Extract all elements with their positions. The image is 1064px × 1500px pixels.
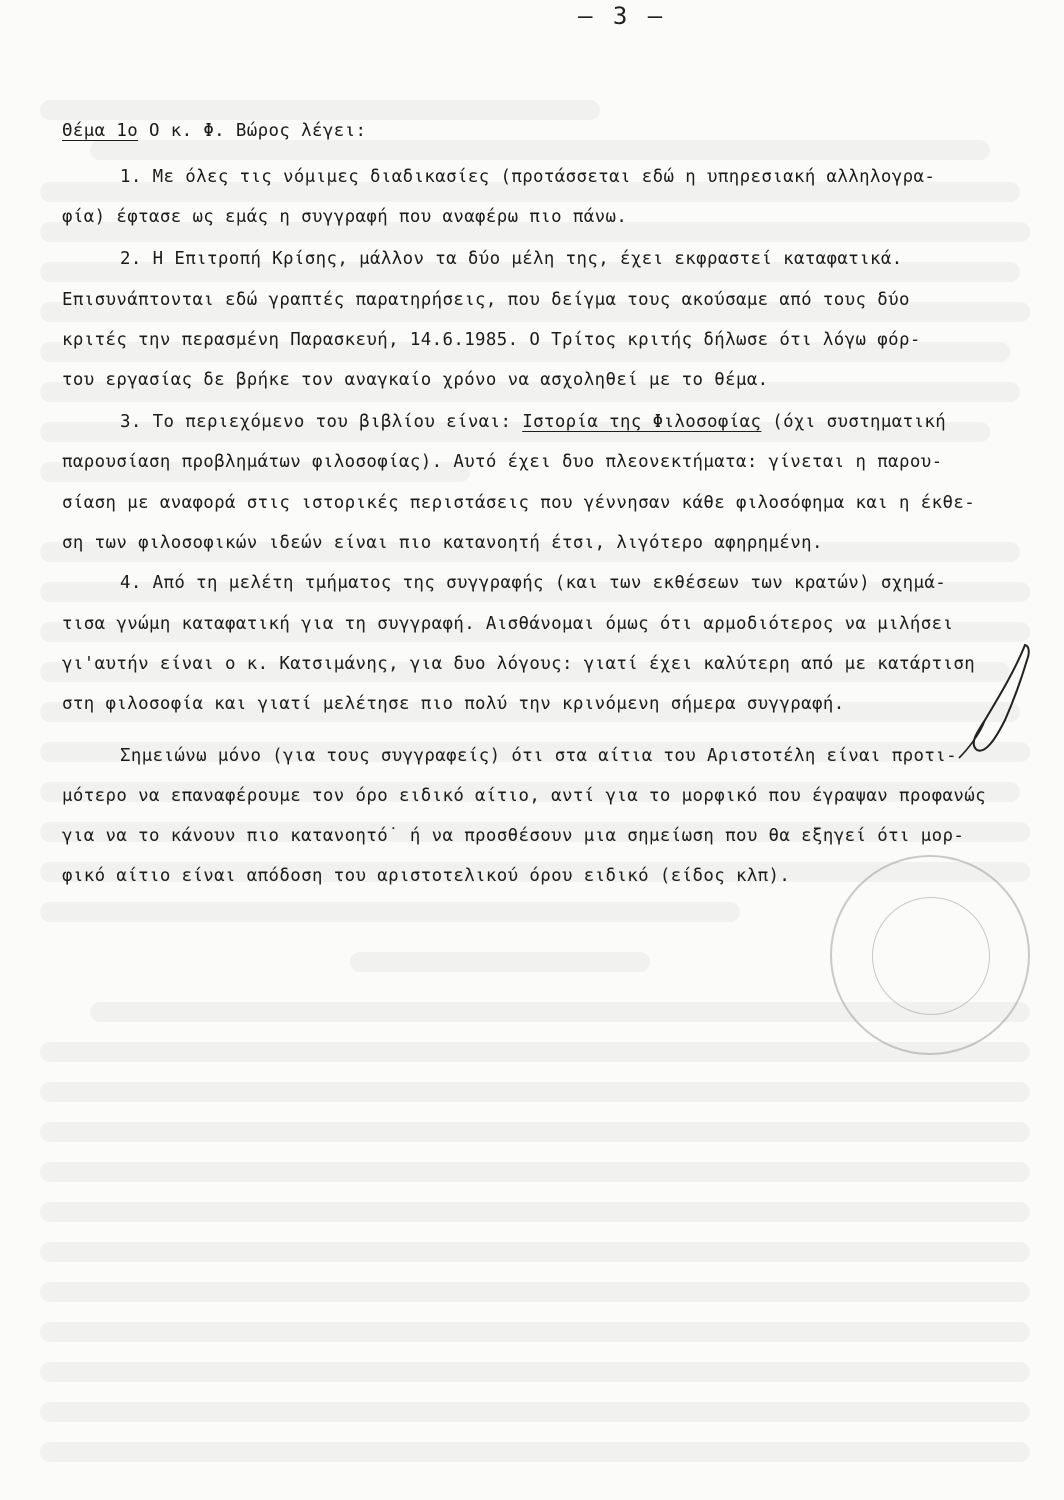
official-stamp [830,855,1030,1055]
page-number: – 3 – [578,2,666,30]
text-segment: φικό αίτιο είναι απόδοση του αριστοτελικού όρου ειδικό (είδος κλπ). [62,866,791,886]
text-segment: του εργασίας δε βρήκε τον αναγκαίο χρόνο να ασχοληθεί με το θέμα. [62,370,769,390]
text-line-16 [120,742,1064,770]
text-segment: φία) έφτασε ως εμάς η συγγραφή που αναφέρω πιο πάνω. [62,207,628,227]
signature-mark [955,640,1045,760]
text-line-8 [120,408,1064,436]
text-segment: στη φιλοσοφία και γιατί μελέτησε πιο πολύ την κρινόμενη σήμερα συγγραφή. [62,694,845,714]
text-line-9 [62,448,1052,476]
text-line-11 [62,529,1052,557]
stamp-inner-ring [872,897,990,1015]
text-segment: 1. Με όλες τις νόμιμες διαδικασίες (προτάσσεται εδώ η υπηρεσιακή αλληλογρα- [120,167,936,187]
text-line-10 [62,489,1052,517]
text-segment: (όχι συστηματική [761,412,947,432]
text-segment: τισα γνώμη καταφατική για τη συγγραφή. Αισθάνομαι όμως ότι αρμοδιότερος να μιλήσει [62,614,954,634]
text-segment: 4. Από τη μελέτη τμήματος της συγγραφής (και των εκθέσεων των κρατών) σχημά- [120,573,947,593]
text-segment: σίαση με αναφορά στις ιστορικές περιστάσεις που γέννησαν κάθε φιλοσόφημα και η έκθε- [62,493,976,513]
text-segment: 2. Η Επιτροπή Κρίσης, μάλλον τα δύο μέλη της, έχει εκφραστεί καταφατικά. [120,249,903,269]
text-line-7 [62,366,1052,394]
text-segment: γι'αυτήν είναι ο κ. Κατσιμάνης, για δυο λόγους: γιατί έχει καλύτερη από με κατάρτιση [62,654,976,674]
text-segment: Επισυνάπτονται εδώ γραπτές παρατηρήσεις, που δείγμα τους ακούσαμε από τους δύο [62,290,910,310]
text-line-14 [62,650,1052,678]
text-segment: 3. Το περιεχόμενο του βιβλίου είναι: [120,412,523,432]
text-line-18 [62,822,1052,850]
underlined-text: Θέμα 1ο [62,121,139,141]
text-line-5 [62,286,1052,314]
text-segment: μότερο να επαναφέρουμε τον όρο ειδικό αίτιο, αντί για το μορφικό που έγραψαν προφανώς [62,786,986,806]
text-line-12 [120,569,1064,597]
underlined-text: Ιστορία της Φιλοσοφίας [522,412,762,432]
text-segment: ση των φιλοσοφικών ιδεών είναι πιο κατανοητή έτσι, λιγότερο αφηρημένη. [62,533,823,553]
text-segment: παρουσίαση προβλημάτων φιλοσοφίας). Αυτό έχει δυο πλεονεκτήματα: γίνεται η παρου- [62,452,943,472]
text-line-17 [62,782,1052,810]
text-line-15 [62,690,1052,718]
text-segment: Ο κ. Φ. Βώρος λέγει: [138,121,367,141]
text-segment: για να το κάνουν πιο κατανοητό˙ ή να προσθέσουν μια σημείωση που θα εξηγεί ότι μορ- [62,826,965,846]
text-line-6 [62,326,1052,354]
text-segment: Σημειώνω μόνο (για τους συγγραφείς) ότι στα αίτια του Αριστοτέλη είναι προτι- [120,746,957,766]
text-line-3 [62,203,1052,231]
text-segment: κριτές την περασμένη Παρασκευή, 14.6.1985. Ο Τρίτος κριτής δήλωσε ότι λόγω φόρ- [62,330,921,350]
text-line-1 [62,117,1052,145]
text-line-13 [62,610,1052,638]
text-line-2 [120,163,1064,191]
text-line-4 [120,245,1064,273]
